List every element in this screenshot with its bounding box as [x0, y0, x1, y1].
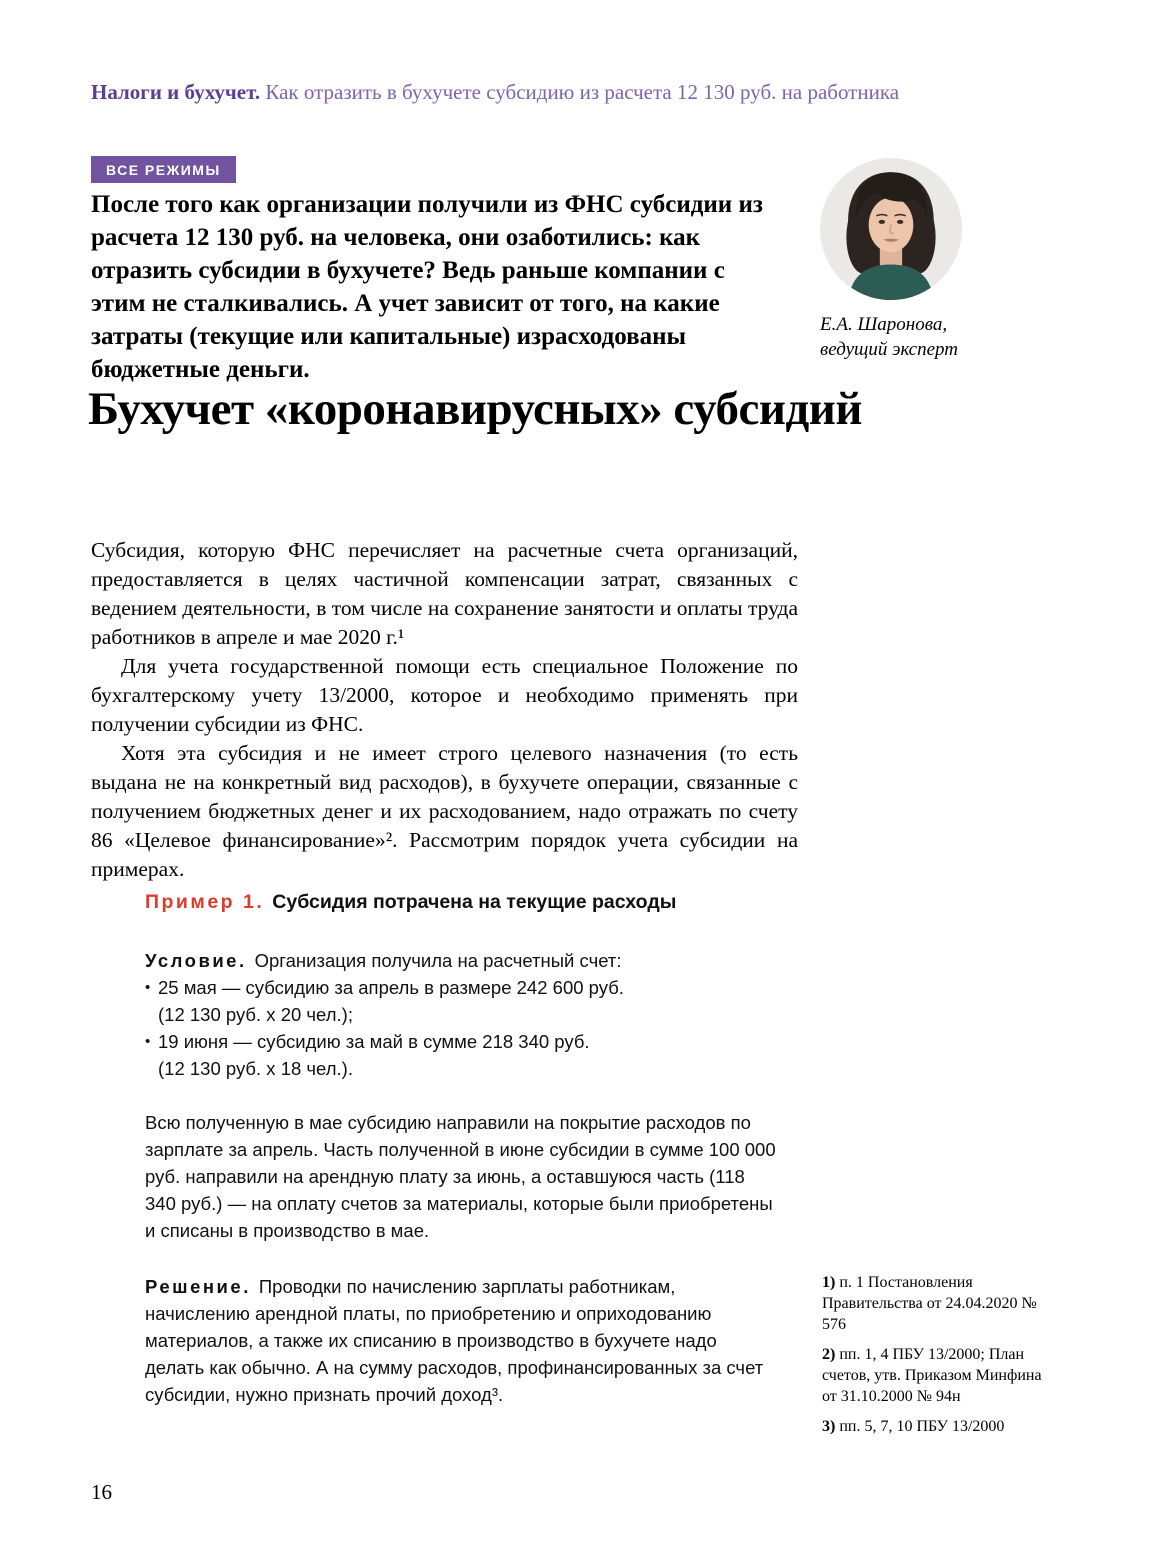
lead-paragraph: После того как организации получили из ФНС субсидии из расчета 12 130 руб. на человека, они озаботились: как отразить субсидии в бухучете? Ведь раньше компании с этим не сталкивались. А учет зависит от того, на какие затраты (текущие или капитальные) израсходованы бюджетные деньги. — [91, 191, 763, 383]
author-photo — [820, 158, 962, 300]
condition-list — [145, 974, 778, 1082]
footnote-number: 1) — [822, 1274, 836, 1291]
example-solution — [145, 1273, 778, 1408]
body-paragraph: Для учета государственной помощи есть специальное Положение по бухгалтерскому учету 13/2000, которое и необходимо применять при получении субсидии из ФНС. — [91, 654, 798, 736]
bullet-icon: • — [145, 979, 151, 996]
condition-label: Условие. — [145, 950, 247, 971]
author-caption — [820, 312, 1055, 362]
body-paragraph: Хотя эта субсидия и не имеет строго целевого назначения (то есть выдана не на конкретный вид расходов), в бухучете операции, связанные с получением бюджетных денег и их расходованием, надо отражать по счету 86 «Целевое финансирование»². Рассмотрим порядок учета субсидии на примерах. — [91, 741, 798, 881]
running-head-subtitle: Как отразить в бухучете субсидию из расчета 12 130 руб. на работника — [260, 80, 900, 104]
author-name: Е.А. Шаронова, — [820, 314, 948, 335]
running-head — [91, 80, 899, 105]
list-item-text: 25 мая — субсидию за апрель в размере 242 600 руб. (12 130 руб. x 20 чел.); — [158, 977, 624, 1025]
condition-intro: Организация получила на расчетный счет: — [254, 950, 622, 971]
bullet-icon: • — [145, 1033, 151, 1050]
solution-text: Проводки по начислению зарплаты работникам, начислению арендной платы, по приобретению и оприходованию материалов, а также их списанию в производство в бухучете надо делать как обычно. А на сумму расходов, профинансированных за счет субсидии, нужно признать прочий доход³. — [145, 1276, 764, 1405]
footnote-number: 3) — [822, 1418, 836, 1435]
article-title: Бухучет «коронавирусных» субсидий — [88, 383, 862, 435]
section-name: Налоги и бухучет. — [91, 80, 261, 104]
author-role: ведущий эксперт — [820, 339, 958, 360]
list-item — [145, 1028, 778, 1082]
list-item — [145, 974, 778, 1028]
example-label: Пример 1. — [145, 891, 265, 913]
solution-label: Решение. — [145, 1276, 251, 1297]
footnote-text: пп. 5, 7, 10 ПБУ 13/2000 — [839, 1418, 1005, 1435]
example-condition — [145, 947, 778, 974]
footnote-text: пп. 1, 4 ПБУ 13/2000; План счетов, утв. Приказом Минфина от 31.10.2000 № 94н — [822, 1346, 1042, 1405]
article-body — [91, 536, 798, 884]
regimes-badge: ВСЕ РЕЖИМЫ — [91, 156, 236, 183]
footnote — [822, 1344, 1060, 1407]
body-paragraph: Субсидия, которую ФНС перечисляет на расчетные счета организаций, предоставляется в целях частичной компенсации затрат, связанных с ведением деятельности, в том числе на сохранение занятости и оплаты труда работников в апреле и мае 2020 г.¹ — [91, 538, 798, 649]
footnote — [822, 1272, 1060, 1335]
example-block — [145, 889, 778, 1408]
page-number: 16 — [91, 1480, 112, 1504]
footnotes — [822, 1272, 1060, 1446]
footnote-text: п. 1 Постановления Правительства от 24.04.2020 № 576 — [822, 1274, 1037, 1333]
condition-details: Всю полученную в мае субсидию направили на покрытие расходов по зарплате за апрель. Часть полученной в июне субсидии в сумме 100 000 руб. направили на арендную плату за июнь, а оставшуюся часть (118 340 руб.) — на оплату счетов за материалы, которые были приобретены и списаны в производство в мае. — [145, 1112, 776, 1241]
example-heading — [145, 889, 778, 916]
footnote-number: 2) — [822, 1346, 836, 1363]
footnote — [822, 1416, 1060, 1437]
author-block — [820, 158, 1055, 362]
list-item-text: 19 июня — субсидию за май в сумме 218 340 руб. (12 130 руб. x 18 чел.). — [158, 1031, 590, 1079]
example-title: Субсидия потрачена на текущие расходы — [272, 891, 677, 913]
